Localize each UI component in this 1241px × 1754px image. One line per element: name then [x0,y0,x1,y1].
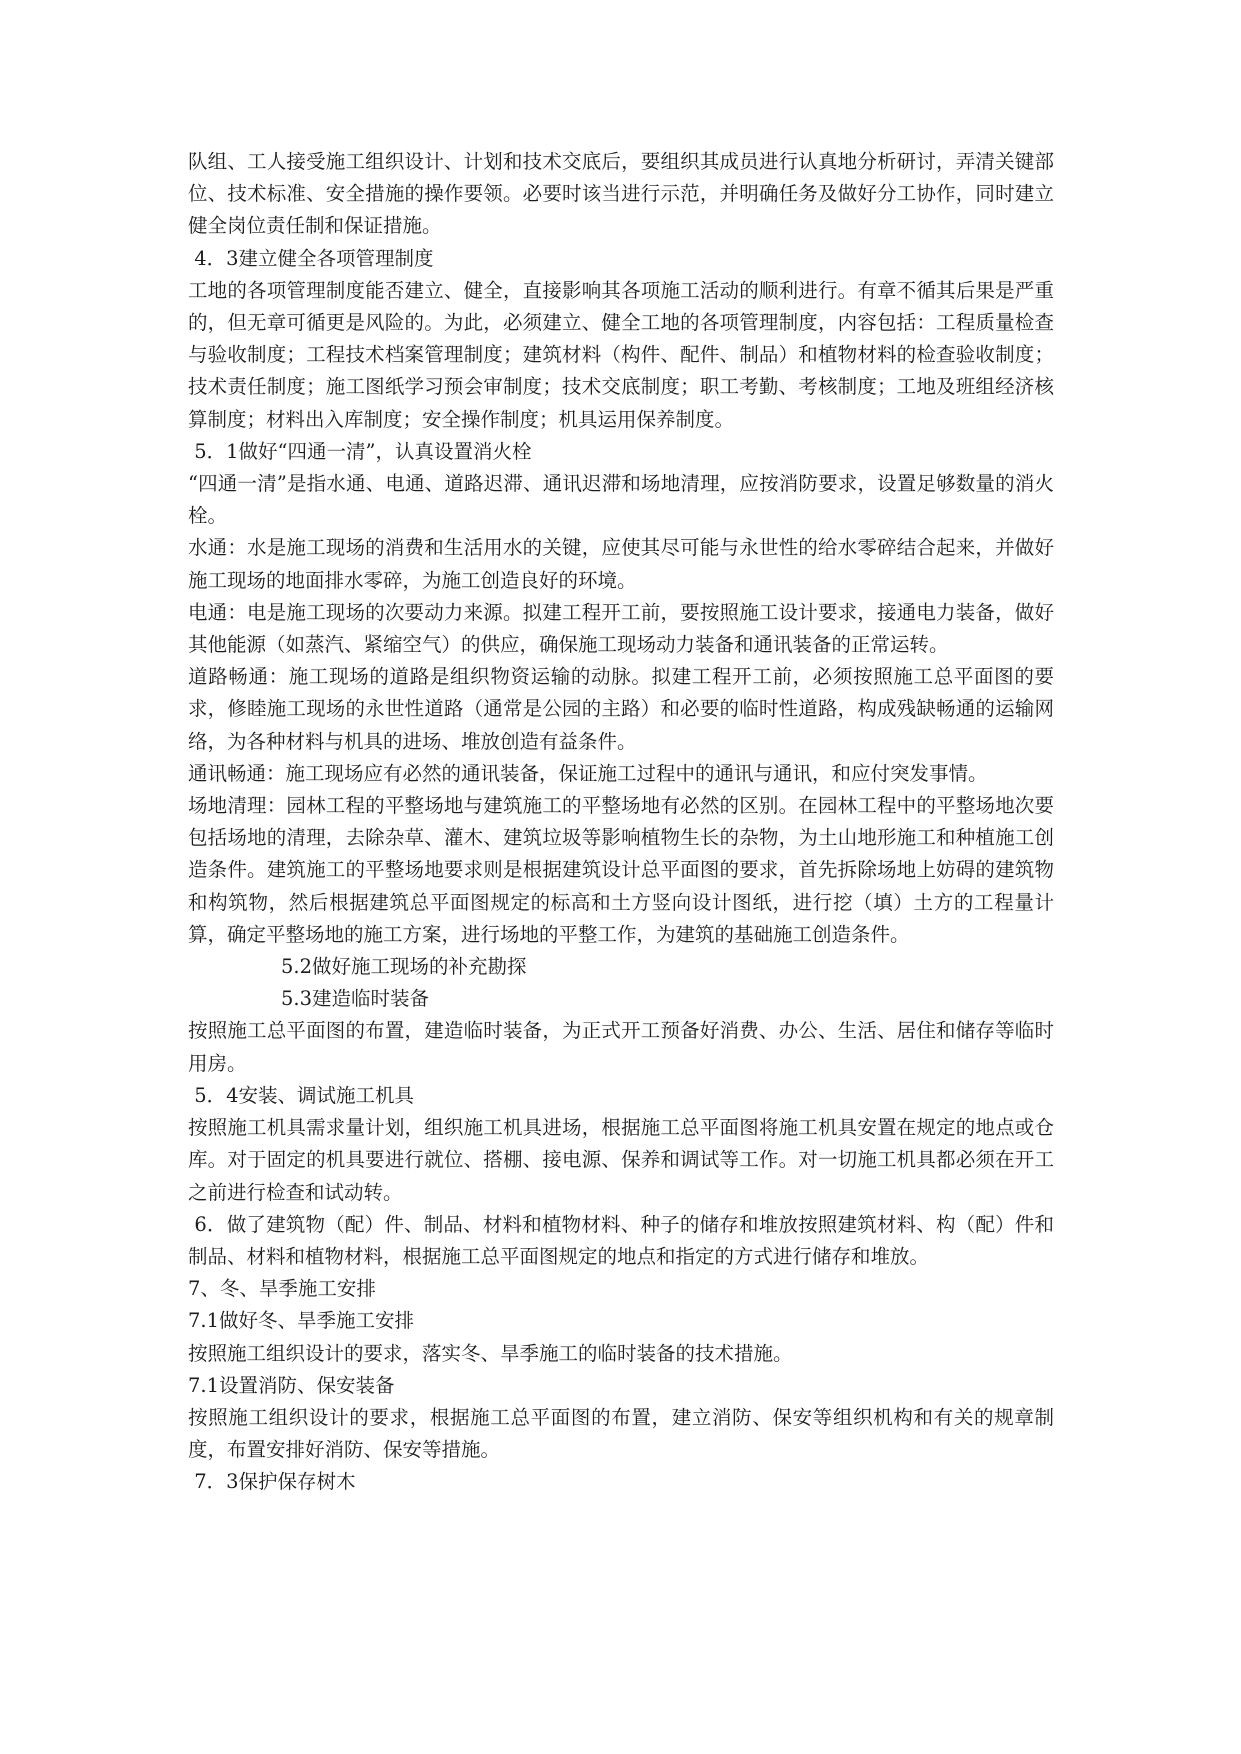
paragraph-team-briefing: 队组、工人接受施工组织设计、计划和技术交底后，要组织其成员进行认真地分析研讨，弄清关键部位、技术标准、安全措施的操作要领。必要时该当进行示范，并明确任务及做好分工协作，同时建立健全岗位责任制和保证措施。 [188,150,1054,238]
heading-5-2: 5.2做好施工现场的补充勘探 [281,955,527,979]
paragraph-management-rules: 工地的各项管理制度能否建立、健全，直接影响其各项施工活动的顺利进行。有章不循其后果是严重的，但无章可循更是风险的。为此，必须建立、健全工地的各项管理制度，内容包括：工程质量检查与验收制度；工程技术档案管理制度；建筑材料（构件、配件、制品）和植物材料的检查验收制度；技术责任制度；施工图纸学习预会审制度；技术交底制度；职工考勤、考核制度；工地及班组经济核算制度；材料出入库制度；安全操作制度；机具运用保养制度。 [188,278,1054,431]
heading-7-1-fire-security: 7.1设置消防、保安装备 [188,1373,395,1397]
paragraph-four-links-one-clear: “四通一清”是指水通、电通、道路迟滞、通讯迟滞和场地清理，应按消防要求，设置足够数量的消火栓。 [188,472,1054,528]
paragraph-water-supply: 水通：水是施工现场的消费和生活用水的关键，应使其尽可能与永世性的给水零碎结合起来，并做好施工现场的地面排水零碎，为施工创造良好的环境。 [188,536,1054,592]
paragraph-temporary-facilities: 按照施工总平面图的布置，建造临时装备，为正式开工预备好消费、办公、生活、居住和储存等临时用房。 [188,1019,1054,1075]
heading-7-3: 7．3保护保存树木 [188,1470,356,1494]
paragraph-fire-security: 按照施工组织设计的要求，根据施工总平面图的布置，建立消防、保安等组织机构和有关的规章制度，布置安排好消防、保安等措施。 [188,1405,1054,1462]
paragraph-materials-storage: 6．做了建筑物（配）件、制品、材料和植物材料、种子的储存和堆放按照建筑材料、构（配）件和制品、材料和植物材料，根据施工总平面图规定的地点和指定的方式进行储存和堆放。 [188,1212,1054,1268]
paragraph-power-supply: 电通：电是施工现场的次要动力来源。拟建工程开工前，要按照施工设计要求，接通电力装备，做好其他能源（如蒸汽、紧缩空气）的供应，确保施工现场动力装备和通讯装备的正常运转。 [188,600,1054,657]
paragraph-communications: 通讯畅通：施工现场应有必然的通讯装备，保证施工过程中的通讯与通讯，和应付突发事情。 [188,761,988,785]
paragraph-site-clearing: 场地清理：园林工程的平整场地与建筑施工的平整场地有必然的区别。在园林工程中的平整场地次要包括场地的清理，去除杂草、灌木、建筑垃圾等影响植物生长的杂物，为土山地形施工和种植施工创造条件。建筑施工的平整场地要求则是根据建筑设计总平面图的要求，首先拆除场地上妨碍的建筑物和构筑物，然后根据建筑总平面图规定的标高和土方竖向设计图纸，进行挖（填）土方的工程量计算，确定平整场地的施工方案，进行场地的平整工作，为建筑的基础施工创造条件。 [188,794,1054,946]
heading-7: 7、冬、旱季施工安排 [188,1277,376,1301]
paragraph-road-access: 道路畅通：施工现场的道路是组织物资运输的动脉。拟建工程开工前，必须按照施工总平面图的要求，修睦施工现场的永世性道路（通常是公园的主路）和必要的临时性道路，构成残缺畅通的运输网络，为各种材料与机具的进场、堆放创造有益条件。 [188,665,1054,753]
document-body [188,146,1054,1499]
heading-5-1: 5．1做好“四通一清”，认真设置消火栓 [188,439,532,463]
heading-4-3: 4．3建立健全各项管理制度 [188,246,434,270]
heading-5-3: 5.3建造临时装备 [281,987,430,1011]
heading-7-1-seasonal: 7.1做好冬、旱季施工安排 [188,1309,415,1333]
paragraph-machinery-setup: 按照施工机具需求量计划，组织施工机具进场，根据施工总平面图将施工机具安置在规定的地点或仓库。对于固定的机具要进行就位、搭棚、接电源、保养和调试等工作。对一切施工机具都必须在开工之前进行检查和试动转。 [188,1116,1054,1204]
paragraph-seasonal-measures: 按照施工组织设计的要求，落实冬、旱季施工的临时装备的技术措施。 [188,1341,793,1365]
heading-5-4: 5．4安装、调试施工机具 [188,1083,415,1107]
